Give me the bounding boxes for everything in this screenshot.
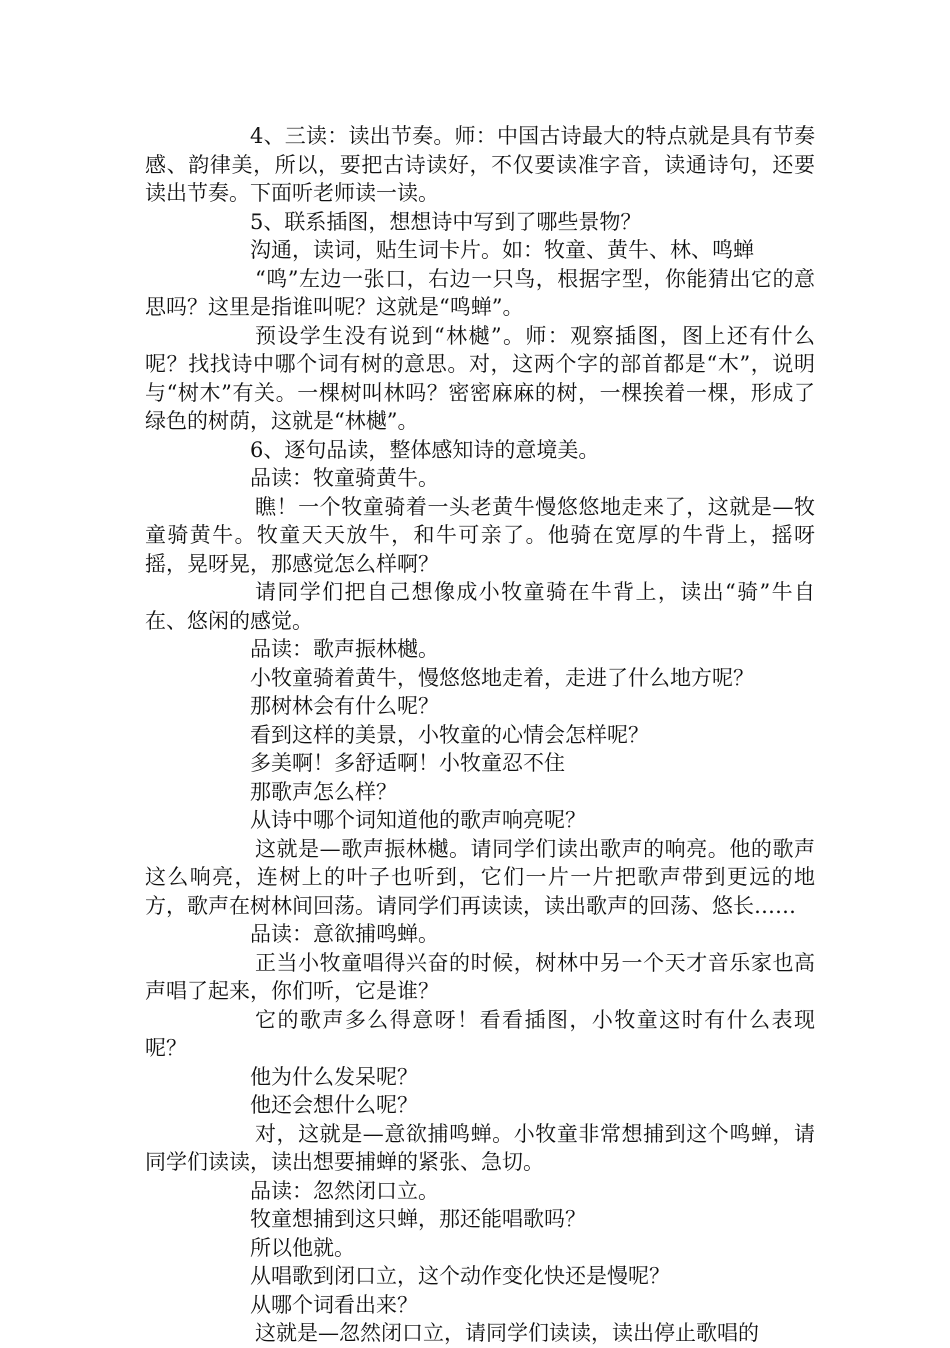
paragraph: 正当小牧童唱得兴奋的时候，树林中另一个天才音乐家也高声唱了起来，你们听，它是谁？ [145, 950, 815, 1003]
paragraph: 看到这样的美景，小牧童的心情会怎样呢？ [250, 722, 649, 747]
paragraph: 沟通，读词，贴生词卡片。如：牧童、黄牛、林、鸣蝉 [250, 238, 754, 262]
paragraph: 对，这就是—意欲捕鸣蝉。小牧童非常想捕到这个鸣蝉，请同学们读读，读出想要捕蝉的紧张、急切。 [145, 1121, 815, 1174]
paragraph: 品读：忽然闭口立。 [250, 1178, 439, 1203]
paragraph: 品读：意欲捕鸣蝉。 [250, 922, 439, 946]
paragraph: 他为什么发呆呢？ [250, 1064, 418, 1089]
paragraph: 品读：牧童骑黄牛。 [250, 466, 439, 490]
paragraph: 预设学生没有说到“林樾”。师：观察插图，图上还有什么呢？找找诗中哪个词有树的意思。对，这两个字的部首都是“木”，说明与“树木”有关。一棵树叫林吗？密密麻麻的树，一棵挨着一棵，形成了绿色的树荫，这就是“林樾”。 [145, 323, 815, 433]
paragraph: 那歌声怎么样？ [250, 779, 397, 804]
paragraph: 请同学们把自己想像成小牧童骑在牛背上，读出“骑”牛自在、悠闲的感觉。 [145, 580, 815, 633]
paragraph: 这就是—忽然闭口立，请同学们读读，读出停止歌唱的 [255, 1321, 759, 1345]
paragraph: 这就是—歌声振林樾。请同学们读出歌声的响亮。他的歌声这么响亮，连树上的叶子也听到，它们一片一片把歌声带到更远的地方，歌声在树林间回荡。请同学们再读读，读出歌声的回荡、悠长…… [145, 836, 815, 918]
paragraph: 从唱歌到闭口立，这个动作变化快还是慢呢？ [250, 1264, 670, 1288]
paragraph: 那树林会有什么呢？ [250, 694, 439, 718]
paragraph: 6、逐句品读，整体感知诗的意境美。 [250, 437, 600, 462]
paragraph: 他还会想什么呢？ [250, 1093, 418, 1117]
paragraph: 从哪个词看出来？ [250, 1292, 418, 1317]
paragraph: 从诗中哪个词知道他的歌声响亮呢？ [250, 808, 586, 832]
paragraph: 品读：歌声振林樾。 [250, 637, 439, 661]
document-page [145, 122, 815, 1348]
paragraph: 所以他就。 [250, 1235, 355, 1260]
paragraph: 牧童想捕到这只蝉，那还能唱歌吗？ [250, 1207, 586, 1231]
paragraph: 小牧童骑着黄牛，慢悠悠地走着，走进了什么地方呢？ [250, 665, 754, 690]
paragraph: 多美啊！多舒适啊！小牧童忍不住 [250, 751, 565, 775]
paragraph: 5、联系插图，想想诗中写到了哪些景物？ [250, 209, 642, 234]
paragraph: 它的歌声多么得意呀！看看插图，小牧童这时有什么表现呢？ [145, 1007, 815, 1060]
paragraph: “鸣”左边一张口，右边一只鸟，根据字型，你能猜出它的意思吗？这里是指谁叫呢？这就是“鸣蝉”。 [145, 266, 815, 319]
paragraph: 4、三读：读出节奏。师：中国古诗最大的特点就是具有节奏感、韵律美，所以，要把古诗读好，不仅要读准字音，读通诗句，还要读出节奏。下面听老师读一读。 [145, 124, 815, 205]
paragraph: 瞧！一个牧童骑着一头老黄牛慢悠悠地走来了，这就是—牧童骑黄牛。牧童天天放牛，和牛可亲了。他骑在宽厚的牛背上，摇呀摇，晃呀晃，那感觉怎么样啊？ [145, 494, 815, 576]
